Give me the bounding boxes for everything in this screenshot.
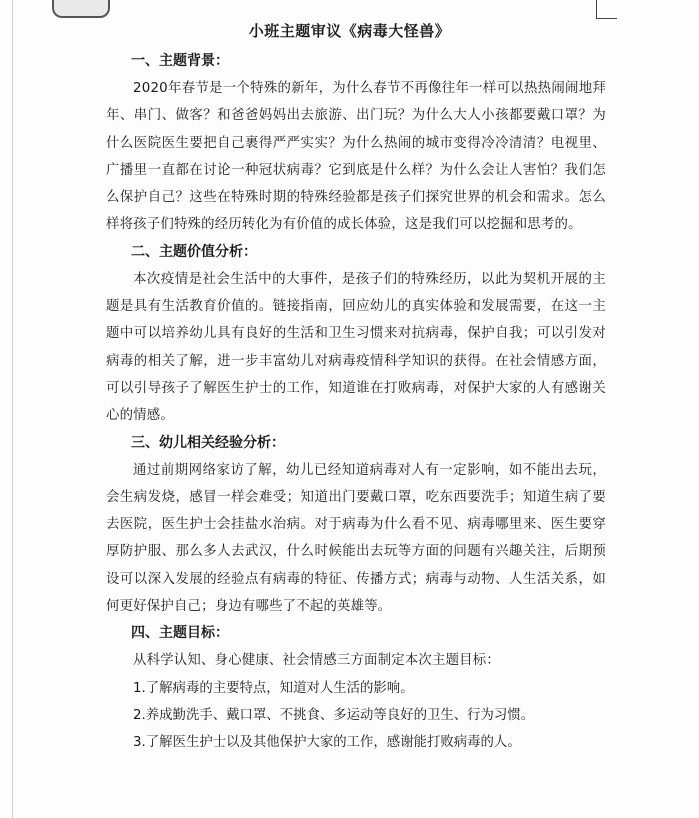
corner-tab-decoration — [52, 0, 110, 18]
section-body-value-analysis: 本次疫情是社会生活中的大事件，是孩子们的特殊经历，以此为契机开展的主题是具有生活教育价值的。链接指南，回应幼儿的真实体验和发展需要，在这一主题中可以培养幼儿具有良好的生活和卫生习惯来对抗病毒，保护自我；可以引发对病毒的相关了解，进一步丰富幼儿对病毒疫情科学知识的获得。在社会情感方面，可以引导孩子了解医生护士的工作，知道谁在打败病毒，对保护大家的人有感谢关心的情感。 — [106, 271, 606, 424]
goal-item-1: 1.了解病毒的主要特点，知道对人生活的影响。 — [133, 680, 414, 696]
goal-item-3: 3.了解医生护士以及其他保护大家的工作，感谢能打败病毒的人。 — [133, 735, 521, 751]
section-heading-background: 一、主题背景： — [131, 53, 229, 69]
section-heading-experience-analysis: 三、幼儿相关经验分析： — [131, 434, 285, 451]
goals-intro: 从科学认知、身心健康、社会情感三方面制定本次主题目标： — [133, 653, 500, 669]
document-body — [106, 48, 606, 757]
section-body-background: 2020年春节是一个特殊的新年，为什么春节不再像往年一样可以热热闹闹地拜年、串门、做客？和爸爸妈妈出去旅游、出门玩？为什么大人小孩都要戴口罩？为什么医院医生要把自己裹得严严实实？为什么热闹的城市变得冷冷清清？电视里、广播里一直都在讨论一种冠状病毒？它到底是什么样？为什么会让人害怕？我们怎么保护自己？这些在特殊时期的特殊经验都是孩子们探究世界的机会和需求。怎么样将孩子们特殊的经历转化为有价值的成长体验，这是我们可以挖掘和思考的。 — [106, 81, 606, 233]
goal-item-2: 2.养成勤洗手、戴口罩、不挑食、多运动等良好的卫生、行为习惯。 — [133, 707, 535, 723]
section-heading-value-analysis: 二、主题价值分析： — [131, 243, 257, 260]
section-heading-goals: 四、主题目标： — [131, 625, 229, 642]
document-title: 小班主题审议《病毒大怪兽》 — [248, 22, 451, 40]
section-body-experience-analysis: 通过前期网络家访了解，幼儿已经知道病毒对人有一定影响，如不能出去玩，会生病发烧，感冒一样会难受；知道出门要戴口罩，吃东西要洗手；知道生病了要去医院，医生护士会挂盐水治病。对于病毒为什么看不见、病毒哪里来、医生要穿厚防护服、那么多人去武汉，什么时候能出去玩等方面的问题有兴趣关注，后期预设可以深入发展的经验点有病毒的特征、传播方式；病毒与动物、人生活关系，如何更好保护自己；身边有哪些了不起的英雄等。 — [106, 462, 606, 615]
page-edge-line — [12, 0, 13, 818]
corner-crop-mark — [596, 0, 617, 19]
